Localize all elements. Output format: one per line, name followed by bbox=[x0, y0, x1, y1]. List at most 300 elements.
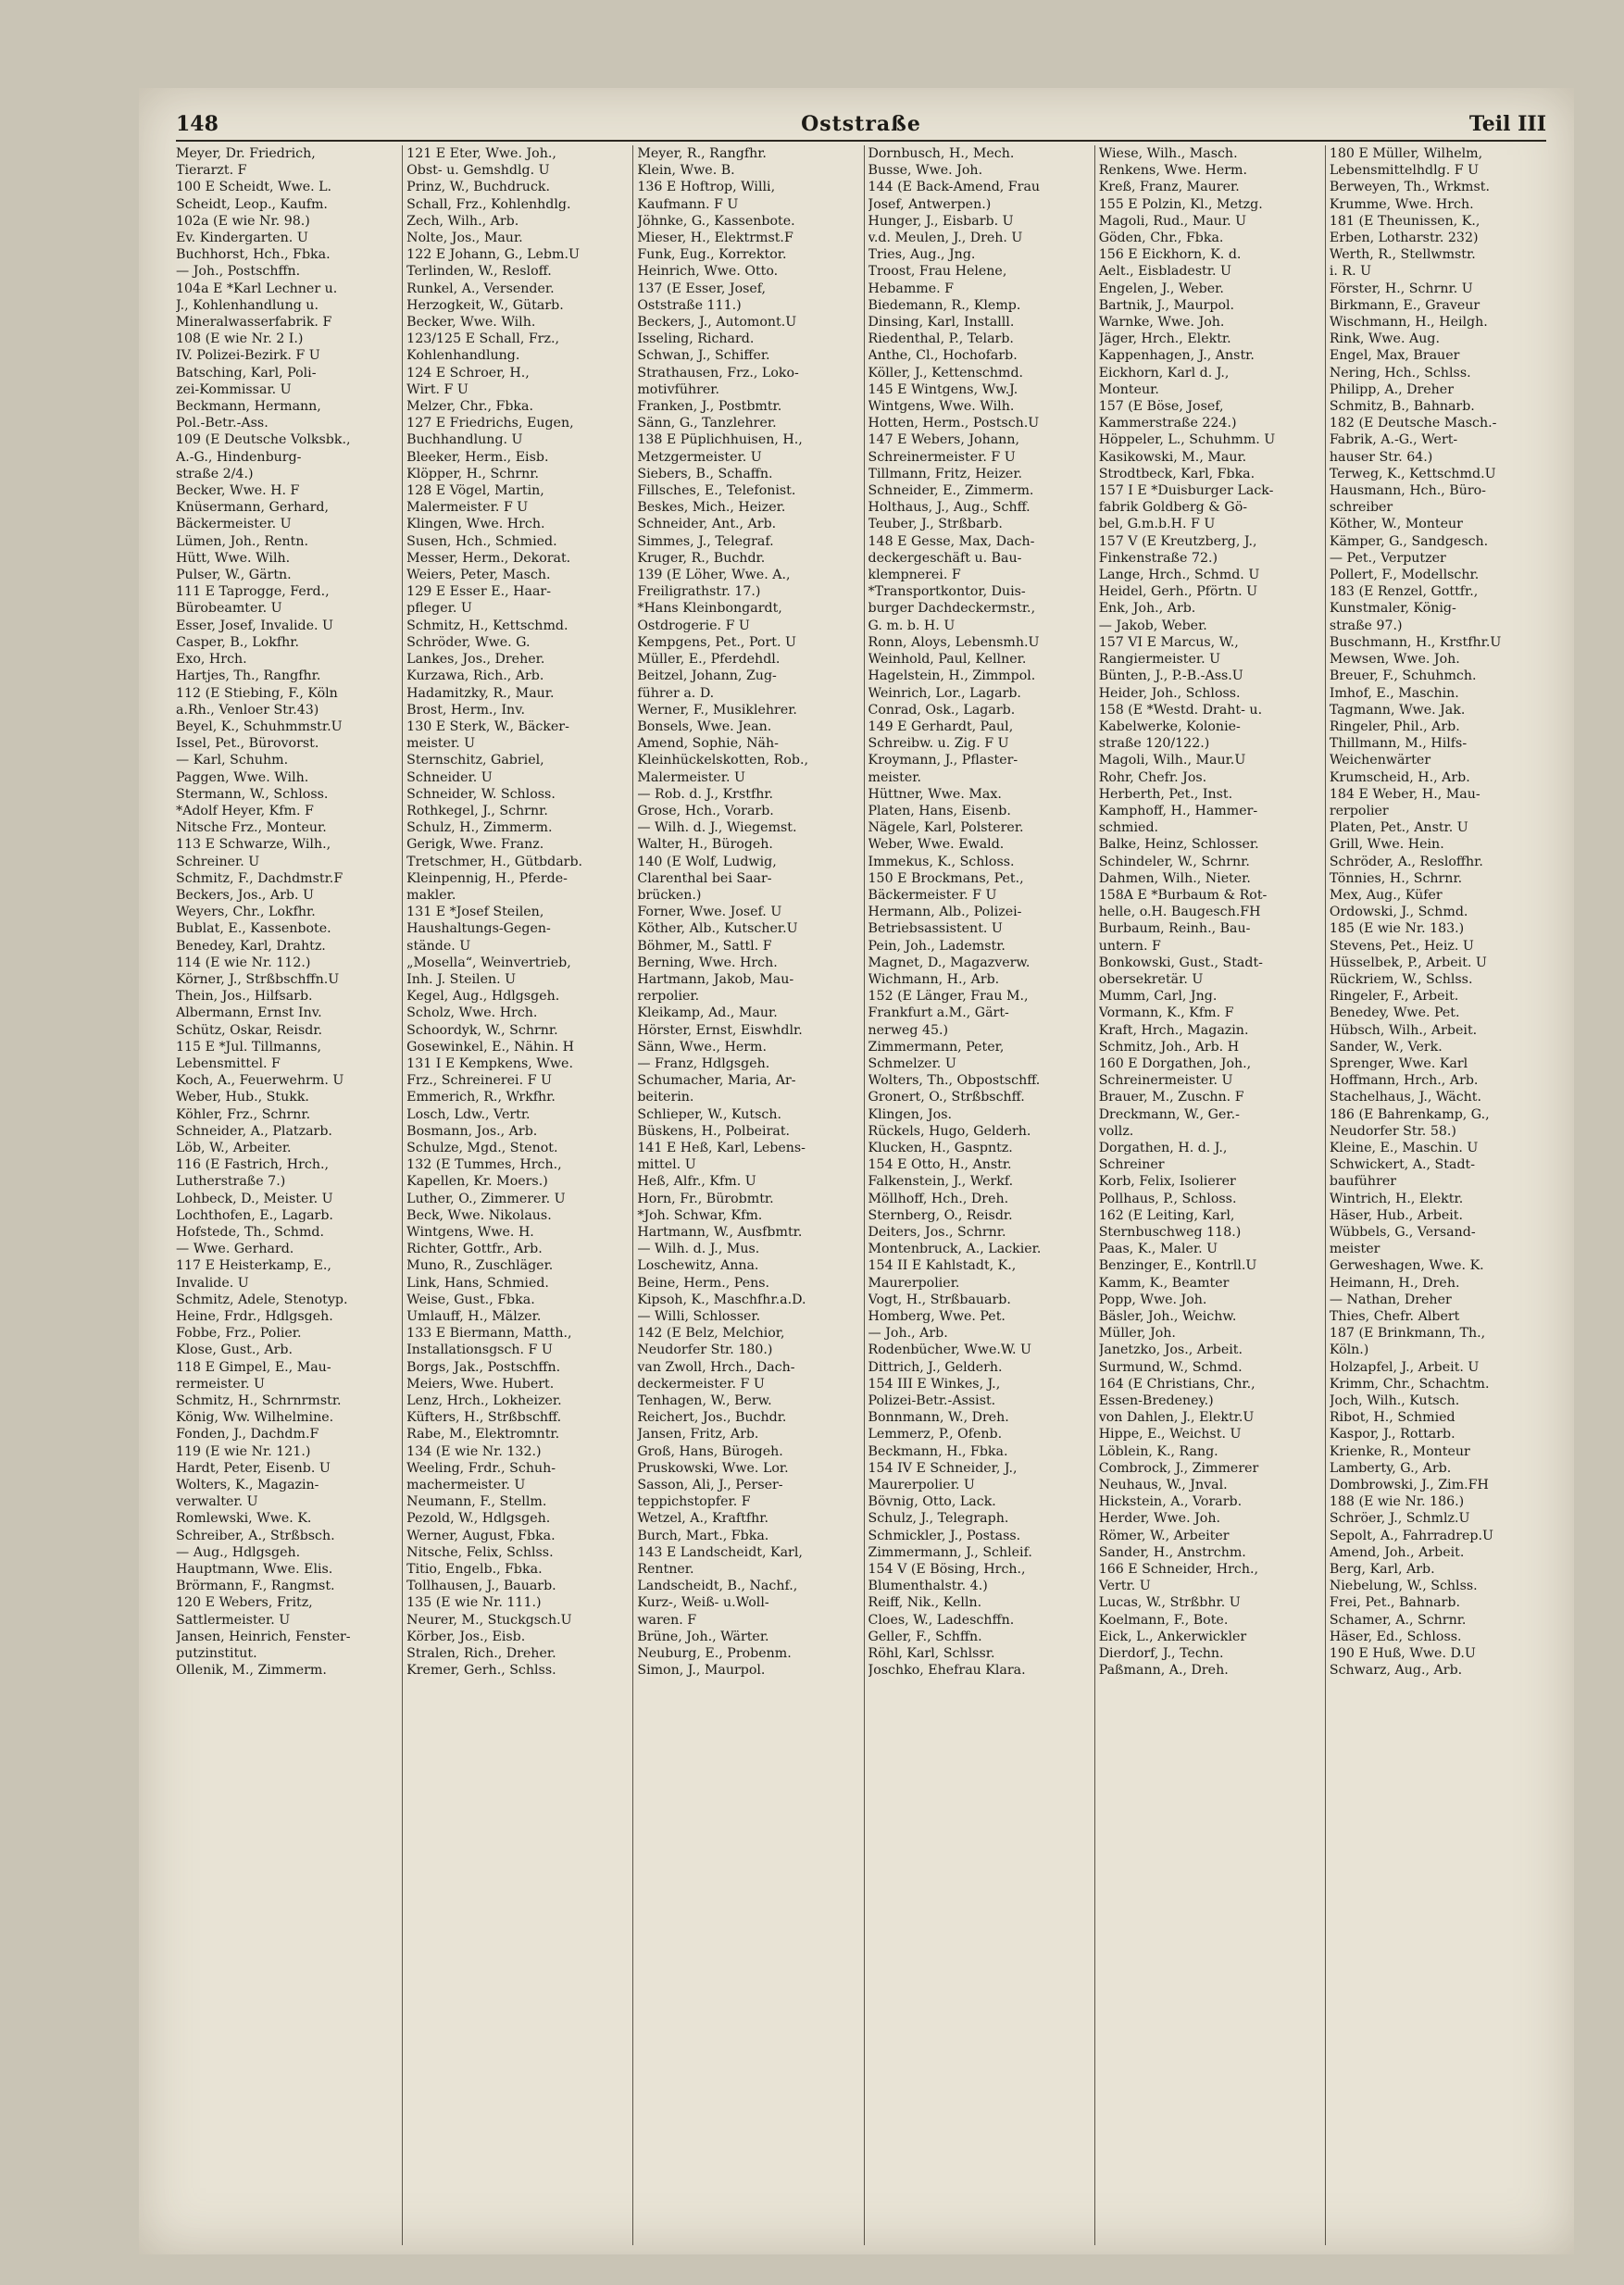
directory-entry: Stachelhaus, J., Wächt. bbox=[1329, 1090, 1482, 1105]
directory-entry: Engelen, J., Weber. bbox=[1098, 281, 1224, 296]
directory-entry: — Aug., Hdlgsgeh. bbox=[176, 1544, 301, 1560]
directory-entry: Küfters, H., Strßbschff. bbox=[406, 1410, 562, 1426]
directory-entry: Thies, Chefr. Albert bbox=[1329, 1309, 1460, 1325]
directory-entry: Löblein, K., Rang. bbox=[1098, 1443, 1218, 1459]
directory-entry: Richter, Gottfr., Arb. bbox=[406, 1242, 543, 1257]
directory-entry: Groß, Hans, Bürogeh. bbox=[637, 1443, 783, 1459]
directory-entry: Bublat, E., Kassenbote. bbox=[176, 921, 331, 937]
directory-entry: Losch, Ldw., Vertr. bbox=[406, 1106, 531, 1122]
directory-entry: Weise, Gust., Fbka. bbox=[406, 1292, 535, 1307]
directory-entry: 121 E Eter, Wwe. Joh., bbox=[406, 146, 556, 161]
directory-entry: Hofstede, Th., Schmd. bbox=[176, 1225, 325, 1240]
directory-entry: Herder, Wwe. Joh. bbox=[1098, 1511, 1220, 1527]
directory-entry: Schmickler, J., Postass. bbox=[868, 1528, 1021, 1543]
directory-entry: Obst- u. Gemshdlg. U bbox=[406, 163, 550, 179]
directory-entry: Böhmer, M., Sattl. F bbox=[637, 938, 772, 954]
directory-entry: — Pet., Verputzer bbox=[1329, 550, 1446, 566]
directory-entry: Reiff, Nik., Kelln. bbox=[868, 1595, 982, 1611]
directory-entry: 183 (E Renzel, Gottfr., bbox=[1329, 584, 1479, 600]
directory-entry: Rothkegel, J., Schrnr. bbox=[406, 803, 548, 818]
directory-entry: Rangiermeister. U bbox=[1098, 652, 1221, 668]
directory-entry: Köther, W., Monteur bbox=[1329, 517, 1463, 532]
directory-entry: Hotten, Herm., Postsch.U bbox=[868, 416, 1040, 431]
directory-entry: Eickhorn, Karl d. J., bbox=[1098, 365, 1230, 381]
directory-entry: Schoordyk, W., Schrnr. bbox=[406, 1022, 558, 1038]
directory-entry: Meiers, Wwe. Hubert. bbox=[406, 1376, 555, 1392]
directory-entry: Niebelung, W., Schlss. bbox=[1329, 1579, 1478, 1594]
directory-entry: obersekretär. U bbox=[1098, 971, 1204, 987]
directory-entry: Combrock, J., Zimmerer bbox=[1098, 1460, 1259, 1476]
directory-entry: Landscheidt, B., Nachf., bbox=[637, 1579, 798, 1594]
directory-entry: Schmitz, B., Bahnarb. bbox=[1329, 399, 1475, 415]
directory-entry: Luther, O., Zimmerer. U bbox=[406, 1191, 566, 1206]
directory-entry: Lohbeck, D., Meister. U bbox=[176, 1191, 333, 1206]
directory-entry: Beine, Herm., Pens. bbox=[637, 1275, 770, 1291]
directory-entry: Wintgens, Wwe. H. bbox=[406, 1225, 534, 1240]
directory-entry: Riedenthal, P., Telarb. bbox=[868, 331, 1014, 347]
directory-entry: — Rob. d. J., Krstfhr. bbox=[637, 786, 774, 802]
directory-entry: Heß, Alfr., Kfm. U bbox=[637, 1174, 756, 1190]
directory-entry: — Joh., Postschffn. bbox=[176, 264, 301, 280]
directory-entry: Neuburg, E., Probenm. bbox=[637, 1646, 792, 1662]
directory-entry: 154 V (E Bösing, Hrch., bbox=[868, 1562, 1026, 1578]
directory-entry: Hüsselbek, P., Arbeit. U bbox=[1329, 955, 1487, 970]
page-header bbox=[176, 103, 1546, 142]
directory-entry: Wolters, Th., Obpostschff. bbox=[868, 1073, 1041, 1089]
directory-entry: 182 (E Deutsche Masch.- bbox=[1329, 416, 1497, 431]
directory-entry: Strathausen, Frz., Loko- bbox=[637, 365, 799, 381]
directory-entry: Kempgens, Pet., Port. U bbox=[637, 634, 796, 650]
directory-entry: Häser, Hub., Arbeit. bbox=[1329, 1207, 1463, 1223]
directory-entry: Issel, Pet., Bürovorst. bbox=[176, 736, 319, 752]
directory-entry: Klingen, Wwe. Hrch. bbox=[406, 517, 545, 532]
directory-entry: 124 E Schroer, H., bbox=[406, 365, 530, 381]
directory-entry: Kleinhückelskotten, Rob., bbox=[637, 753, 809, 768]
directory-entry: Schumacher, Maria, Ar- bbox=[637, 1073, 796, 1089]
directory-entry: Exo, Hrch. bbox=[176, 652, 247, 668]
directory-entry: Neudorfer Str. 180.) bbox=[637, 1342, 773, 1358]
directory-entry: Paßmann, A., Dreh. bbox=[1098, 1663, 1229, 1679]
directory-entry: 157 (E Böse, Josef, bbox=[1098, 399, 1224, 415]
directory-entry: Grill, Wwe. Hein. bbox=[1329, 837, 1444, 853]
directory-entry: Link, Hans, Schmied. bbox=[406, 1275, 549, 1291]
directory-entry: Sternschitz, Gabriel, bbox=[406, 753, 544, 768]
directory-entry: Frei, Pet., Bahnarb. bbox=[1329, 1595, 1460, 1611]
directory-entry: Bonkowski, Gust., Stadt- bbox=[1098, 955, 1263, 970]
directory-entry: Loschewitz, Anna. bbox=[637, 1258, 759, 1274]
directory-entry: Joschko, Ehefrau Klara. bbox=[868, 1663, 1026, 1679]
directory-entry: Klein, Wwe. B. bbox=[637, 163, 735, 179]
directory-entry: 131 E *Josef Steilen, bbox=[406, 905, 544, 920]
directory-entry: Betriebsassistent. U bbox=[868, 921, 1003, 937]
directory-entry: Kleikamp, Ad., Maur. bbox=[637, 1005, 778, 1021]
directory-entry: Schmitz, Joh., Arb. H bbox=[1098, 1039, 1240, 1055]
directory-entry: Metzgermeister. U bbox=[637, 449, 762, 465]
directory-entry: Kamphoff, H., Hammer- bbox=[1098, 803, 1258, 818]
directory-entry: Amend, Joh., Arbeit. bbox=[1329, 1544, 1465, 1560]
directory-entry: Kappenhagen, J., Anstr. bbox=[1098, 348, 1255, 364]
directory-entry: 143 E Landscheidt, Karl, bbox=[637, 1544, 803, 1560]
directory-entry: Schneider, Ant., Arb. bbox=[637, 517, 777, 532]
directory-entry: untern. F bbox=[1098, 938, 1161, 954]
directory-entry: Köller, J., Kettenschmd. bbox=[868, 365, 1024, 381]
directory-entry: Ollenik, M., Zimmerm. bbox=[176, 1663, 327, 1679]
directory-entry: Bäckermeister. F U bbox=[868, 887, 997, 903]
directory-entry: Zimmermann, Peter, bbox=[868, 1039, 1005, 1055]
directory-entry: Schröder, A., Resloffhr. bbox=[1329, 854, 1483, 869]
directory-entry: Messer, Herm., Dekorat. bbox=[406, 550, 571, 566]
directory-entry: Hardt, Peter, Eisenb. U bbox=[176, 1460, 331, 1476]
directory-entry: 154 II E Kahlstadt, K., bbox=[868, 1258, 1017, 1274]
directory-entry: Köln.) bbox=[1329, 1342, 1369, 1358]
directory-entry: Ostdrogerie. F U bbox=[637, 618, 750, 633]
directory-entry: Emmerich, R., Wrkfhr. bbox=[406, 1090, 556, 1105]
directory-entry: Rückels, Hugo, Gelderh. bbox=[868, 1123, 1031, 1139]
directory-entry: Mieser, H., Elektrmst.F bbox=[637, 231, 793, 246]
directory-entry: bauführer bbox=[1329, 1174, 1397, 1190]
directory-entry: Pein, Joh., Lademstr. bbox=[868, 938, 1006, 954]
directory-entry: brücken.) bbox=[637, 887, 702, 903]
directory-entry: Engel, Max, Brauer bbox=[1329, 348, 1460, 364]
directory-entry: Dahmen, Wilh., Nieter. bbox=[1098, 870, 1251, 886]
directory-entry: Wintrich, H., Elektr. bbox=[1329, 1191, 1464, 1206]
directory-entry: Wiese, Wilh., Masch. bbox=[1098, 146, 1238, 161]
directory-entry: — Willi, Schlosser. bbox=[637, 1309, 761, 1325]
directory-entry: — Franz, Hdlgsgeh. bbox=[637, 1055, 770, 1071]
directory-entry: Weber, Wwe. Ewald. bbox=[868, 837, 1005, 853]
directory-entry: Weinhold, Paul, Kellner. bbox=[868, 652, 1027, 668]
directory-entry: Kurz-, Weiß- u.Woll- bbox=[637, 1595, 769, 1611]
directory-entry: Neurer, M., Stuckgsch.U bbox=[406, 1612, 572, 1628]
directory-entry: Hauptmann, Wwe. Elis. bbox=[176, 1562, 333, 1578]
directory-entry: Neudorfer Str. 58.) bbox=[1329, 1123, 1456, 1139]
directory-entry: 158 (E *Westd. Draht- u. bbox=[1098, 702, 1263, 718]
directory-entry: beiterin. bbox=[637, 1090, 694, 1105]
directory-entry: straße 97.) bbox=[1329, 618, 1403, 633]
directory-entry: Pol.-Betr.-Ass. bbox=[176, 416, 269, 431]
directory-entry: 104a E *Karl Lechner u. bbox=[176, 281, 338, 296]
directory-entry: Brörmann, F., Rangmst. bbox=[176, 1579, 335, 1594]
directory-entry: Hartjes, Th., Rangfhr. bbox=[176, 668, 321, 684]
directory-entry: Vertr. U bbox=[1098, 1579, 1151, 1594]
directory-entry: 115 E *Jul. Tillmanns, bbox=[176, 1039, 321, 1055]
directory-entry: 185 (E wie Nr. 183.) bbox=[1329, 921, 1465, 937]
directory-entry: Schwickert, A., Stadt- bbox=[1329, 1157, 1476, 1173]
directory-entry: fabrik Goldberg & Gö- bbox=[1098, 500, 1248, 516]
directory-entry: — Wilh. d. J., Wiegemst. bbox=[637, 820, 797, 836]
directory-entry: Göden, Chr., Fbka. bbox=[1098, 231, 1224, 246]
directory-entry: 102a (E wie Nr. 98.) bbox=[176, 213, 310, 229]
directory-entry: Erben, Lotharstr. 232) bbox=[1329, 231, 1479, 246]
directory-entry: Herzogkeit, W., Gütarb. bbox=[406, 297, 564, 313]
directory-entry: Magoli, Wilh., Maur.U bbox=[1098, 753, 1246, 768]
directory-entry: Borgs, Jak., Postschffn. bbox=[406, 1359, 561, 1375]
directory-entry: 120 E Webers, Fritz, bbox=[176, 1595, 313, 1611]
directory-entry: stände. U bbox=[406, 938, 471, 954]
directory-entry: Mewsen, Wwe. Joh. bbox=[1329, 652, 1460, 668]
directory-entry: Schmitz, H., Kettschmd. bbox=[406, 618, 568, 633]
directory-entry: Schmelzer. U bbox=[868, 1055, 956, 1071]
directory-entry: Maurerpolier. bbox=[868, 1275, 960, 1291]
directory-entry: Thein, Jos., Hilfsarb. bbox=[176, 989, 313, 1005]
directory-entry: Tries, Aug., Jng. bbox=[868, 247, 976, 263]
column-4 bbox=[865, 145, 1095, 2245]
directory-entry: Nitsche Frz., Monteur. bbox=[176, 820, 327, 836]
directory-entry: Forner, Wwe. Josef. U bbox=[637, 905, 782, 920]
directory-entry: Sternbuschweg 118.) bbox=[1098, 1225, 1242, 1240]
directory-entry: Wetzel, A., Kraftfhr. bbox=[637, 1511, 768, 1527]
directory-entry: 186 (E Bahrenkamp, G., bbox=[1329, 1106, 1490, 1122]
directory-entry: Runkel, A., Versender. bbox=[406, 281, 555, 296]
directory-entry: Tollhausen, J., Bauarb. bbox=[406, 1579, 556, 1594]
directory-entry: Körner, J., Strßbschffn.U bbox=[176, 971, 340, 987]
directory-entry: Biedemann, R., Klemp. bbox=[868, 297, 1021, 313]
directory-entry: 157 VI E Marcus, W., bbox=[1098, 634, 1239, 650]
directory-entry: Bäckermeister. U bbox=[176, 517, 292, 532]
directory-entry: 141 E Heß, Karl, Lebens- bbox=[637, 1140, 806, 1155]
directory-entry: Köther, Alb., Kutscher.U bbox=[637, 921, 798, 937]
directory-entry: Terlinden, W., Resloff. bbox=[406, 264, 552, 280]
directory-entry: 140 (E Wolf, Ludwig, bbox=[637, 854, 777, 869]
directory-entry: Pezold, W., Hdlgsgeh. bbox=[406, 1511, 551, 1527]
directory-entry: Weber, Hub., Stukk. bbox=[176, 1090, 309, 1105]
directory-entry: Janetzko, Jos., Arbeit. bbox=[1098, 1342, 1243, 1358]
directory-entry: Fonden, J., Dachdm.F bbox=[176, 1427, 319, 1442]
directory-entry: Mex, Aug., Küfer bbox=[1329, 887, 1443, 903]
directory-entry: Krumscheid, H., Arb. bbox=[1329, 769, 1470, 785]
directory-entry: Bürobeamter. U bbox=[176, 601, 282, 617]
directory-entry: Sepolt, A., Fahrradrep.U bbox=[1329, 1528, 1493, 1543]
directory-entry: Dombrowski, J., Zim.FH bbox=[1329, 1478, 1489, 1493]
directory-entry: *Adolf Heyer, Kfm. F bbox=[176, 803, 314, 818]
directory-entry: Wischmann, H., Heilgh. bbox=[1329, 315, 1488, 331]
directory-entry: 156 E Eickhorn, K. d. bbox=[1098, 247, 1242, 263]
directory-entry: Bünten, J., P.-B.-Ass.U bbox=[1098, 668, 1243, 684]
directory-entry: Schwarz, Aug., Arb. bbox=[1329, 1663, 1463, 1679]
directory-entry: Becker, Wwe. H. F bbox=[176, 483, 300, 499]
directory-entry: Finkenstraße 72.) bbox=[1098, 550, 1218, 566]
directory-entry: 117 E Heisterkamp, E., bbox=[176, 1258, 331, 1274]
directory-entry: Lebensmittelhdlg. F U bbox=[1329, 163, 1480, 179]
directory-entry: Bonnmann, W., Dreh. bbox=[868, 1410, 1009, 1426]
directory-entry: Schreinermeister. U bbox=[1098, 1073, 1233, 1089]
directory-entry: Terweg, K., Kettschmd.U bbox=[1329, 466, 1496, 481]
directory-entry: Rink, Wwe. Aug. bbox=[1329, 331, 1440, 347]
column-3 bbox=[633, 145, 864, 2245]
directory-entry: Kipsoh, K., Maschfhr.a.D. bbox=[637, 1292, 806, 1307]
directory-entry: 137 (E Esser, Josef, bbox=[637, 281, 767, 296]
directory-entry: 160 E Dorgathen, Joh., bbox=[1098, 1055, 1252, 1071]
directory-entry: Jöhnke, G., Kassenbote. bbox=[637, 213, 795, 229]
directory-entry: Romlewski, Wwe. K. bbox=[176, 1511, 312, 1527]
directory-entry: Frz., Schreinerei. F U bbox=[406, 1073, 552, 1089]
directory-entry: Burbaum, Reinh., Bau- bbox=[1098, 921, 1251, 937]
column-6 bbox=[1326, 145, 1555, 2245]
directory-entry: rerpolier bbox=[1329, 803, 1389, 818]
directory-entry: A.-G., Hindenburg- bbox=[176, 449, 302, 465]
directory-entry: 154 III E Winkes, J., bbox=[868, 1376, 1001, 1392]
directory-entry: 100 E Scheidt, Wwe. L. bbox=[176, 180, 332, 195]
directory-entry: Pulser, W., Gärtn. bbox=[176, 568, 292, 583]
directory-entry: Teuber, J., Strßbarb. bbox=[868, 517, 1003, 532]
directory-entry: Knüsermann, Gerhard, bbox=[176, 500, 330, 516]
directory-entry: Kapellen, Kr. Moers.) bbox=[406, 1174, 548, 1190]
directory-entry: Jansen, Heinrich, Fenster- bbox=[176, 1629, 351, 1644]
directory-entry: Kohlenhandlung. bbox=[406, 348, 520, 364]
directory-entry: Simon, J., Maurpol. bbox=[637, 1663, 766, 1679]
directory-entry: Klöpper, H., Schrnr. bbox=[406, 466, 540, 481]
directory-entry: Brüne, Joh., Wärter. bbox=[637, 1629, 769, 1644]
directory-entry: Klingen, Jos. bbox=[868, 1106, 952, 1122]
directory-entry: Tönnies, H., Schrnr. bbox=[1329, 870, 1463, 886]
directory-entry: Conrad, Osk., Lagarb. bbox=[868, 702, 1016, 718]
directory-entry: Schulz, J., Telegraph. bbox=[868, 1511, 1009, 1527]
directory-entry: Heinrich, Wwe. Otto. bbox=[637, 264, 779, 280]
directory-entry: van Zwoll, Hrch., Dach- bbox=[637, 1359, 795, 1375]
page-title: Oststraße bbox=[801, 112, 921, 136]
directory-entry: 123/125 E Schall, Frz., bbox=[406, 331, 559, 347]
directory-entry: Fabrik, A.-G., Wert- bbox=[1329, 432, 1458, 448]
directory-entry: Schlieper, W., Kutsch. bbox=[637, 1106, 781, 1122]
directory-entry: Philipp, A., Dreher bbox=[1329, 381, 1454, 397]
directory-entry: Sternberg, O., Reisdr. bbox=[868, 1207, 1013, 1223]
directory-entry: 108 (E wie Nr. 2 I.) bbox=[176, 331, 304, 347]
directory-entry: Isseling, Richard. bbox=[637, 331, 755, 347]
directory-entry: Möllhoff, Hch., Dreh. bbox=[868, 1191, 1009, 1206]
directory-entry: 149 E Gerhardt, Paul, bbox=[868, 718, 1014, 734]
directory-entry: Hoffmann, Hrch., Arb. bbox=[1329, 1073, 1479, 1089]
directory-entry: Hartmann, Jakob, Mau- bbox=[637, 971, 794, 987]
directory-entry: Tretschmer, H., Gütbdarb. bbox=[406, 854, 583, 869]
directory-entry: Pruskowski, Wwe. Lor. bbox=[637, 1460, 789, 1476]
directory-entry: Lümen, Joh., Rentn. bbox=[176, 533, 309, 549]
directory-entry: Umlauff, H., Mälzer. bbox=[406, 1309, 542, 1325]
directory-entry: 147 E Webers, Johann, bbox=[868, 432, 1019, 448]
directory-entry: Paas, K., Maler. U bbox=[1098, 1242, 1218, 1257]
directory-entry: Krienke, R., Monteur bbox=[1329, 1443, 1470, 1459]
directory-entry: Sänn, Wwe., Herm. bbox=[637, 1039, 767, 1055]
directory-entry: a.Rh., Venloer Str.43) bbox=[176, 702, 319, 718]
directory-entry: 187 (E Brinkmann, Th., bbox=[1329, 1326, 1486, 1342]
directory-entry: 180 E Müller, Wilhelm, bbox=[1329, 146, 1483, 161]
directory-entry: 139 (E Löher, Wwe. A., bbox=[637, 568, 791, 583]
directory-entry: Malermeister. F U bbox=[406, 500, 529, 516]
directory-entry: Schulz, H., Zimmerm. bbox=[406, 820, 553, 836]
directory-entry: Amend, Sophie, Näh- bbox=[637, 736, 779, 752]
directory-entry: straße 120/122.) bbox=[1098, 736, 1210, 752]
directory-entry: Magnet, D., Magazverw. bbox=[868, 955, 1031, 970]
directory-entry: rermeister. U bbox=[176, 1376, 265, 1392]
directory-entry: Lankes, Jos., Dreher. bbox=[406, 652, 545, 668]
directory-entry: Berg, Karl, Arb. bbox=[1329, 1562, 1435, 1578]
directory-entry: Lemmerz, P., Ofenb. bbox=[868, 1427, 1003, 1442]
directory-entry: 113 E Schwarze, Wilh., bbox=[176, 837, 331, 853]
directory-entry: Bonsels, Wwe. Jean. bbox=[637, 718, 772, 734]
directory-entry: Nolte, Jos., Maur. bbox=[406, 231, 523, 246]
directory-entry: Beyel, K., Schuhmmstr.U bbox=[176, 718, 343, 734]
directory-entry: Walter, H., Bürogeh. bbox=[637, 837, 773, 853]
directory-entry: klempnerei. F bbox=[868, 568, 961, 583]
directory-entry: 132 (E Tummes, Hrch., bbox=[406, 1157, 562, 1173]
directory-entry: v.d. Meulen, J., Dreh. U bbox=[868, 231, 1023, 246]
directory-entry: Heine, Frdr., Hdlgsgeh. bbox=[176, 1309, 333, 1325]
directory-entry: Schneider. U bbox=[406, 769, 493, 785]
directory-entry: Kroymann, J., Pflaster- bbox=[868, 753, 1018, 768]
directory-entry: Imhof, E., Maschin. bbox=[1329, 685, 1459, 701]
directory-entry: 116 (E Fastrich, Hrch., bbox=[176, 1157, 329, 1173]
directory-entry: Schall, Frz., Kohlenhdlg. bbox=[406, 196, 571, 212]
directory-entry: Joch, Wilh., Kutsch. bbox=[1329, 1393, 1460, 1409]
directory-entry: Montenbruck, A., Lackier. bbox=[868, 1242, 1042, 1257]
directory-entry: Aelt., Eisbladestr. U bbox=[1098, 264, 1232, 280]
directory-entry: Beck, Wwe. Nikolaus. bbox=[406, 1207, 552, 1223]
directory-entry: Frankfurt a.M., Gärt- bbox=[868, 1005, 1009, 1021]
directory-entry: Dinsing, Karl, Installl. bbox=[868, 315, 1015, 331]
directory-entry: Schneider, A., Platzarb. bbox=[176, 1123, 332, 1139]
directory-entry: Horn, Fr., Bürobmtr. bbox=[637, 1191, 774, 1206]
directory-entry: Lenz, Hrch., Lokheizer. bbox=[406, 1393, 562, 1409]
directory-entry: Koelmann, F., Bote. bbox=[1098, 1612, 1229, 1628]
directory-entry: Nitsche, Felix, Schlss. bbox=[406, 1544, 554, 1560]
directory-entry: — Wilh. d. J., Mus. bbox=[637, 1242, 760, 1257]
column-2 bbox=[403, 145, 633, 2245]
directory-entry: Krumme, Wwe. Hrch. bbox=[1329, 196, 1474, 212]
directory-entry: Fillsches, E., Telefonist. bbox=[637, 483, 796, 499]
directory-entry: teppichstopfer. F bbox=[637, 1494, 751, 1510]
directory-entry: Dreckmann, W., Ger.- bbox=[1098, 1106, 1240, 1122]
directory-entry: Oststraße 111.) bbox=[637, 297, 742, 313]
directory-entry: Löb, W., Arbeiter. bbox=[176, 1140, 292, 1155]
directory-entry: Geller, F., Schffn. bbox=[868, 1629, 982, 1644]
directory-entry: Weichenwärter bbox=[1329, 753, 1431, 768]
directory-entry: Renkens, Wwe. Herm. bbox=[1098, 163, 1247, 179]
directory-entry: Kremer, Gerh., Schlss. bbox=[406, 1663, 556, 1679]
directory-entry: Kaspor, J., Rottarb. bbox=[1329, 1427, 1455, 1442]
directory-entry: Tierarzt. F bbox=[176, 163, 247, 179]
directory-entry: Kammerstraße 224.) bbox=[1098, 416, 1237, 431]
directory-entry: bel, G.m.b.H. F U bbox=[1098, 517, 1216, 532]
directory-entry: Kurzawa, Rich., Arb. bbox=[406, 668, 544, 684]
directory-entry: Burch, Mart., Fbka. bbox=[637, 1528, 769, 1543]
directory-entry: Schütz, Oskar, Reisdr. bbox=[176, 1022, 323, 1038]
directory-entry: meister. bbox=[868, 769, 922, 785]
directory-entry: 127 E Friedrichs, Eugen, bbox=[406, 416, 574, 431]
directory-entry: Kleine, E., Maschin. U bbox=[1329, 1140, 1479, 1155]
directory-entry: zei-Kommissar. U bbox=[176, 381, 292, 397]
directory-entry: Krimm, Chr., Schachtm. bbox=[1329, 1376, 1490, 1392]
directory-entry: Scholz, Wwe. Hrch. bbox=[406, 1005, 538, 1021]
directory-entry: Lucas, W., Strßbhr. U bbox=[1098, 1595, 1241, 1611]
directory-entry: 155 E Polzin, Kl., Metzg. bbox=[1098, 196, 1263, 212]
directory-entry: 109 (E Deutsche Volksbk., bbox=[176, 432, 351, 448]
directory-entry: 188 (E wie Nr. 186.) bbox=[1329, 1494, 1465, 1510]
directory-entry: Hickstein, A., Vorarb. bbox=[1098, 1494, 1243, 1510]
directory-entry: Schröder, Wwe. G. bbox=[406, 634, 531, 650]
directory-entry: *Joh. Schwar, Kfm. bbox=[637, 1207, 763, 1223]
directory-entry: Höppeler, L., Schuhmm. U bbox=[1098, 432, 1276, 448]
directory-entry: Buchhorst, Hch., Fbka. bbox=[176, 247, 331, 263]
column-5 bbox=[1095, 145, 1326, 2245]
directory-entry: Schröer, J., Schmlz.U bbox=[1329, 1511, 1470, 1527]
directory-entry: Mumm, Carl, Jng. bbox=[1098, 989, 1218, 1005]
directory-entry: Scheidt, Leop., Kaufm. bbox=[176, 196, 328, 212]
directory-entry: König, Ww. Wilhelmine. bbox=[176, 1410, 334, 1426]
directory-entry: nerweg 45.) bbox=[868, 1022, 949, 1038]
directory-entry: Nering, Hch., Schlss. bbox=[1329, 365, 1471, 381]
directory-entry: Beckers, Jos., Arb. U bbox=[176, 887, 314, 903]
directory-entry: 138 E Püplichhuisen, H., bbox=[637, 432, 803, 448]
directory-entry: 157 I E *Duisburger Lack- bbox=[1098, 483, 1274, 499]
